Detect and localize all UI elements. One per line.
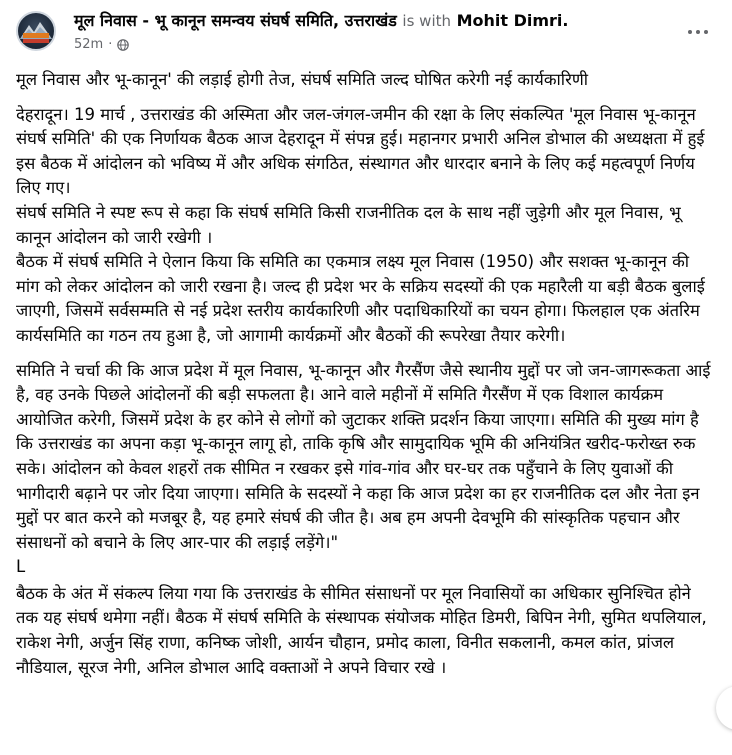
post-paragraph-2: संघर्ष समिति ने स्पष्ट रूप से कहा कि संघर्ष समिति किसी राजनीतिक दल के साथ नहीं जुड़ेगी और मूल निवास, भू कानून आंदोलन को जारी रखेगी ।	[16, 202, 681, 247]
post-separator: L	[16, 557, 26, 577]
post-paragraph-1: देहरादून। 19 मार्च , उत्तराखंड की अस्मिता और जल-जंगल-जमीन की रक्षा के लिए संकल्पित 'मूल निवास भू-कानून संघर्ष समिति' की एक निर्णायक बैठक आज देहरादून में संपन्न हुई। महानगर प्रभारी अनिल डोभाल की अध्यक्षता में हुई इस बैठक में आंदोलन को भविष्य में और अधिक संगठित, संस्थागत और धारदार बनाने के लिए कई महत्वपूर्ण निर्णय लिए गए।	[16, 104, 705, 198]
post-header	[0, 0, 732, 70]
with-label: is with	[402, 12, 451, 30]
post-headline: मूल निवास और भू-कानून' की लड़ाई होगी तेज, संघर्ष समिति जल्द घोषित करेगी नई कार्यकारिणी	[16, 70, 589, 89]
more-options-icon	[688, 30, 692, 34]
more-options-icon	[696, 30, 700, 34]
post-meta	[74, 37, 129, 52]
tagged-user-link[interactable]: Mohit Dimri.	[456, 11, 569, 30]
floating-action-button[interactable]	[716, 686, 732, 730]
more-options-button[interactable]	[680, 20, 716, 44]
post-paragraph-4: समिति ने चर्चा की कि आज प्रदेश में मूल निवास, भू-कानून और गैरसैंण जैसे स्थानीय मुद्दों पर जो जन-जागरूकता आई है, वह उनके पिछले आंदोलनों की बड़ी सफलता है। आने वाले महीनों में समिति गैरसैंण में एक विशाल कार्यक्रम आयोजित करेगी, जिसमें प्रदेश के हर कोने से लोगों को जुटाकर शक्ति प्रदर्शन किया जाएगा। समिति की मुख्य मांग है कि उत्तराखंड का अपना कड़ा भू-कानून लागू हो, ताकि कृषि और सामुदायिक भूमि की अनियंत्रित खरीद-फरोख्त रुक सके। आंदोलन को केवल शहरों तक सीमित न रखकर इसे गांव-गांव और घर-घर तक पहुँचाने के लिए युवाओं की भागीदारी बढ़ाने पर जोर दिया जाएगा। समिति के सदस्यों ने कहा कि आज प्रदेश का हर राजनीतिक दल और नेता इन मुद्दों पर बात करने को मजबूर है, यह हमारे संघर्ष की जीत है। अब हम अपनी देवभूमि की सांस्कृतिक पहचान और संसाधनों को बचाने के लिए आर-पार की लड़ाई लड़ेंगे।"	[16, 360, 711, 552]
post-text	[16, 68, 716, 690]
post-paragraph-3: बैठक में संघर्ष समिति ने ऐलान किया कि समिति का एकमात्र लक्ष्य मूल निवास (1950) और सशक्त भू-कानून की मांग को लेकर आंदोलन को जारी रखना है। जल्द ही प्रदेश भर के सक्रिय सदस्यों की एक महारैली या बड़ी बैठक बुलाई जाएगी, जिसमें सर्वसम्मति से नई प्रदेश स्तरीय कार्यकारिणी और पदाधिकारियों का चयन होगा। फिलहाल एक अंतरिम कार्यसमिति का गठन तय हुआ है, जो आगामी कार्यक्रमों और बैठकों की रूपरेखा तैयार करेगी।	[16, 252, 705, 345]
post-paragraph-5: बैठक के अंत में संकल्प लिया गया कि उत्तराखंड के सीमित संसाधनों पर मूल निवासियों का अधिकार सुनिश्चित होने तक यह संघर्ष थमेगा नहीं। बैठक में संघर्ष समिति के संस्थापक संयोजक मोहित डिमरी, बिपिन नेगी, सुमित थपलियाल, राकेश नेगी, अर्जुन सिंह राणा, कनिष्क जोशी, आर्यन चौहान, प्रमोद काला, विनीत सकलानी, कमल कांत, प्रांजल नौडियाल, सूरज नेगी, अनिल डोभाल आदि वक्ताओं ने अपने विचार रखे ।	[16, 583, 707, 677]
globe-icon[interactable]	[117, 39, 129, 51]
post-timestamp[interactable]: 52m	[74, 37, 104, 52]
page-avatar[interactable]	[16, 11, 56, 51]
post-author-line	[74, 10, 568, 32]
meta-separator: ·	[108, 37, 113, 52]
page-name-link[interactable]: मूल निवास - भू कानून समन्वय संघर्ष समिति, उत्तराखंड	[74, 11, 397, 30]
more-options-icon	[704, 30, 708, 34]
